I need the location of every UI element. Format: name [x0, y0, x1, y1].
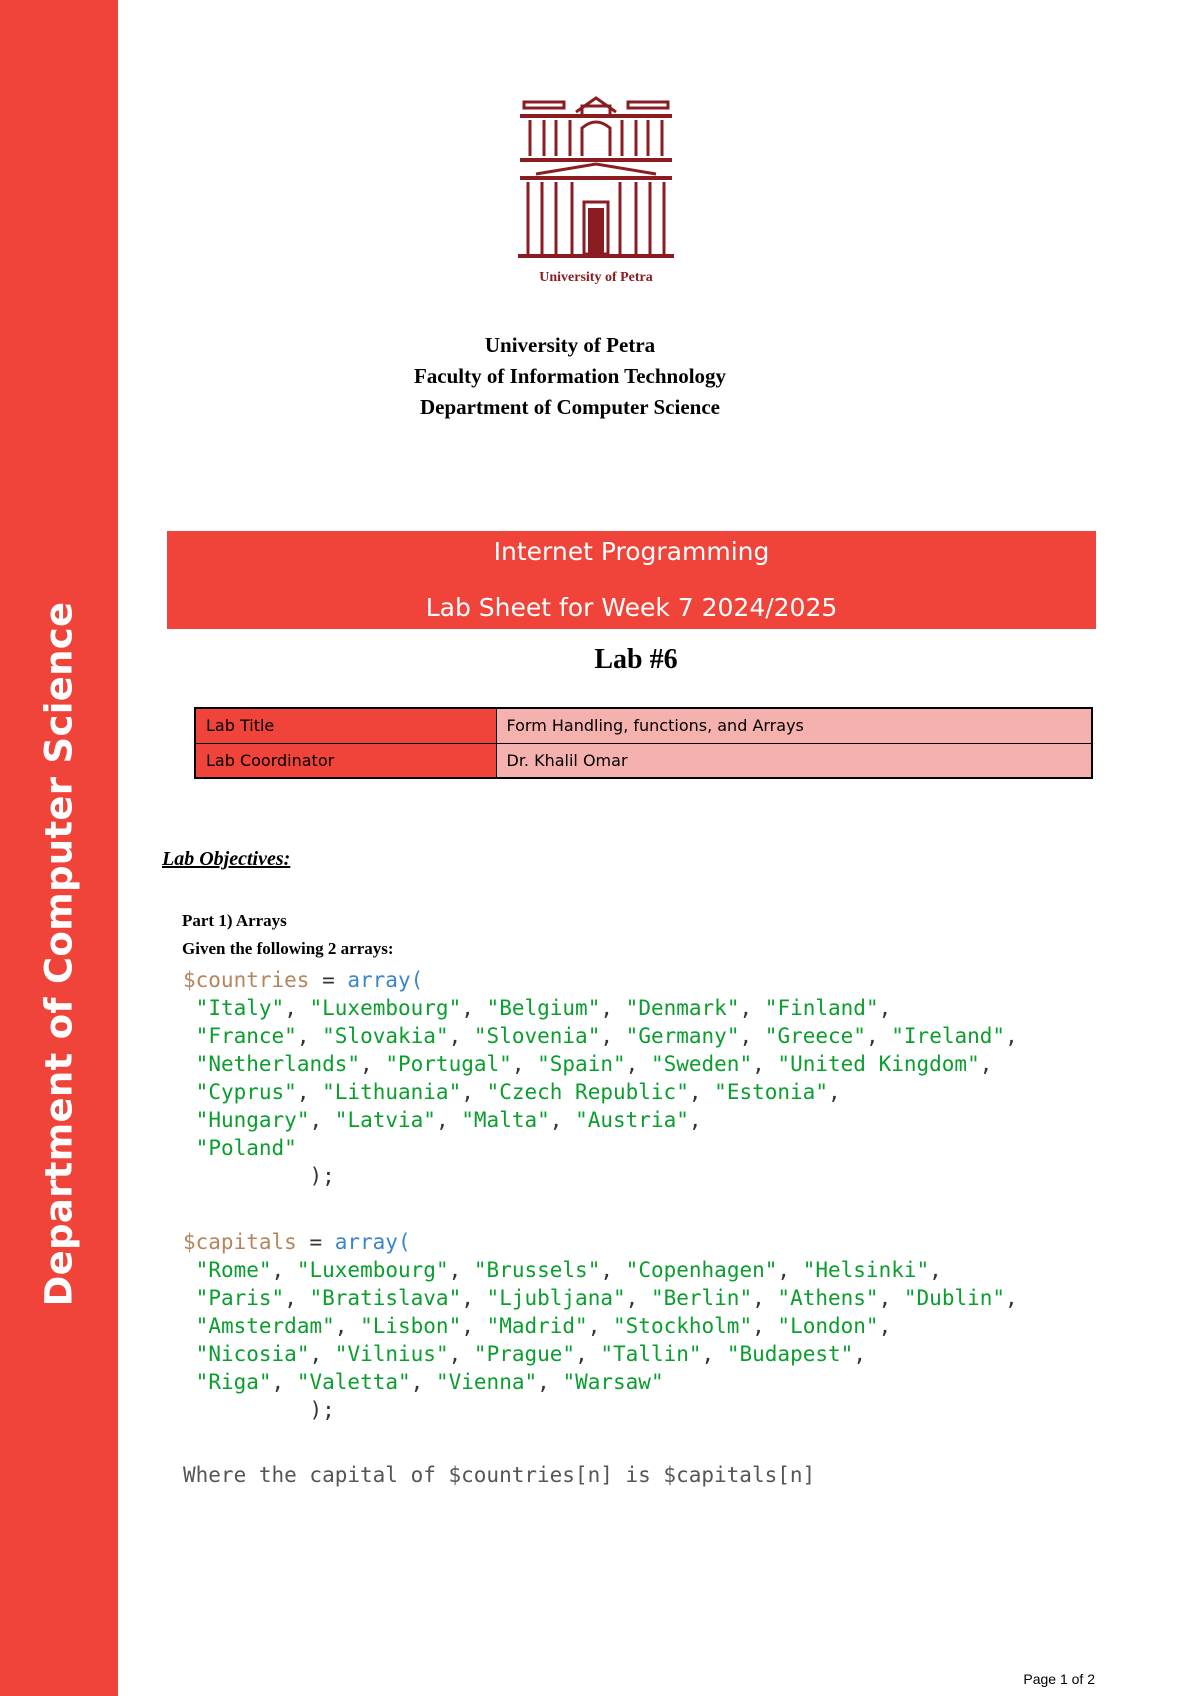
array-item: Vienna	[448, 1370, 525, 1394]
array-item: London	[790, 1314, 866, 1338]
array-item: Prague	[486, 1342, 563, 1366]
array-item: Dublin	[916, 1286, 993, 1310]
array-item: Portugal	[398, 1052, 500, 1076]
array-item: Madrid	[499, 1314, 576, 1338]
array-item: Czech Republic	[499, 1080, 677, 1104]
table-row	[195, 743, 1092, 778]
lab-info-table	[194, 707, 1093, 779]
array-item: Helsinki	[815, 1258, 917, 1282]
code-line	[183, 1396, 1030, 1424]
array-item: Rome	[208, 1258, 259, 1282]
array-item: Belgium	[499, 996, 588, 1020]
code-line: "Amsterdam", "Lisbon", "Madrid", "Stockholm", "London",	[195, 1314, 904, 1338]
array-item: Ljubljana	[499, 1286, 613, 1310]
countries-code-block	[183, 966, 1030, 1190]
array-item: Italy	[208, 996, 272, 1020]
sidebar-band	[0, 0, 118, 1696]
code-line: "Paris", "Bratislava", "Ljubljana", "Berlin", "Athens", "Dublin",	[195, 1286, 1031, 1310]
code-function: array	[347, 968, 411, 992]
array-item: Spain	[549, 1052, 613, 1076]
code-line: "Cyprus", "Lithuania", "Czech Republic", "Estonia",	[195, 1080, 854, 1104]
array-item: Malta	[473, 1108, 538, 1132]
array-item: Riga	[208, 1370, 259, 1394]
array-item: Latvia	[347, 1108, 424, 1132]
array-item: Finland	[777, 996, 866, 1020]
array-item: Paris	[208, 1286, 272, 1310]
code-line: "Netherlands", "Portugal", "Spain", "Sweden", "United Kingdom",	[195, 1052, 1006, 1076]
array-item: Poland	[208, 1136, 285, 1160]
code-line: "Italy", "Luxembourg", "Belgium", "Denmark", "Finland",	[195, 996, 904, 1020]
array-item: Budapest	[739, 1342, 841, 1366]
array-item: Germany	[638, 1024, 727, 1048]
array-item: Sweden	[663, 1052, 740, 1076]
array-item: Berlin	[663, 1286, 740, 1310]
array-item: Lithuania	[334, 1080, 449, 1104]
array-item: Athens	[790, 1286, 866, 1310]
array-item: Stockholm	[625, 1314, 740, 1338]
array-item: Copenhagen	[638, 1258, 765, 1282]
array-item: Austria	[587, 1108, 677, 1132]
sidebar-title: Department of Computer Science	[37, 601, 81, 1307]
array-item: Amsterdam	[208, 1314, 323, 1338]
array-item: Ireland	[903, 1024, 993, 1048]
array-item: Netherlands	[208, 1052, 348, 1076]
array-item: United Kingdom	[790, 1052, 968, 1076]
code-line: "Poland"	[195, 1136, 297, 1160]
mapping-note: Where the capital of $countries[n] is $capitals[n]	[183, 1463, 816, 1487]
department-name: Department of Computer Science	[420, 395, 720, 419]
array-item: Valetta	[309, 1370, 399, 1394]
table-row	[195, 708, 1092, 743]
array-item: Cyprus	[208, 1080, 285, 1104]
university-name: University of Petra	[484, 333, 656, 357]
code-line: "Hungary", "Latvia", "Malta", "Austria",	[195, 1108, 715, 1132]
array-item: Bratislava	[322, 1286, 449, 1310]
code-line: $countries = array(	[183, 968, 424, 992]
code-line: "Riga", "Valetta", "Vienna", "Warsaw"	[195, 1370, 664, 1394]
code-line: $capitals = array(	[183, 1230, 411, 1254]
capitals-code-block	[183, 1228, 1030, 1424]
code-line: "Nicosia", "Vilnius", "Prague", "Tallin", "Budapest",	[195, 1342, 879, 1366]
page-number: Page 1 of 2	[1023, 1671, 1095, 1687]
code-function: array	[334, 1230, 398, 1254]
array-item: Vilnius	[347, 1342, 436, 1366]
array-item: Hungary	[208, 1108, 297, 1132]
array-item: Lisbon	[372, 1314, 449, 1338]
code-closing: );	[309, 1164, 335, 1188]
lab-title-value: Form Handling, functions, and Arrays	[496, 708, 1092, 743]
lab-coordinator-label: Lab Coordinator	[195, 743, 496, 778]
lab-number: Lab #6	[594, 644, 678, 675]
array-item: Nicosia	[208, 1342, 297, 1366]
code-variable: $countries	[183, 968, 310, 992]
lab-title-label: Lab Title	[195, 708, 496, 743]
array-item: Greece	[777, 1024, 854, 1048]
objectives-heading: Lab Objectives:	[162, 848, 291, 870]
lab-sheet-subtitle: Lab Sheet for Week 7 2024/2025	[425, 593, 838, 622]
course-banner	[167, 531, 1096, 629]
code-variable: $capitals	[183, 1230, 297, 1254]
code-line: "France", "Slovakia", "Slovenia", "Germany", "Greece", "Ireland",	[195, 1024, 1031, 1048]
array-item: Luxembourg	[322, 996, 449, 1020]
array-item: Brussels	[486, 1258, 588, 1282]
part1-intro: Given the following 2 arrays:	[182, 939, 394, 958]
part1-title: Part 1) Arrays	[182, 911, 287, 930]
array-item: Luxembourg	[309, 1258, 436, 1282]
logo-caption: University of Petra	[539, 270, 653, 285]
code-line	[183, 1162, 1030, 1190]
array-item: Tallin	[613, 1342, 689, 1366]
lab-coordinator-value: Dr. Khalil Omar	[496, 743, 1092, 778]
array-item: Warsaw	[575, 1370, 651, 1394]
university-logo	[516, 94, 676, 290]
array-item: Slovenia	[486, 1024, 588, 1048]
code-line: "Rome", "Luxembourg", "Brussels", "Copenhagen", "Helsinki",	[195, 1258, 955, 1282]
faculty-name: Faculty of Information Technology	[413, 364, 727, 388]
course-title: Internet Programming	[493, 537, 770, 566]
array-item: France	[208, 1024, 285, 1048]
array-item: Denmark	[638, 996, 727, 1020]
petra-treasury-emblem-icon	[516, 94, 676, 266]
code-closing: );	[309, 1398, 335, 1422]
array-item: Estonia	[726, 1080, 816, 1104]
array-item: Slovakia	[334, 1024, 436, 1048]
